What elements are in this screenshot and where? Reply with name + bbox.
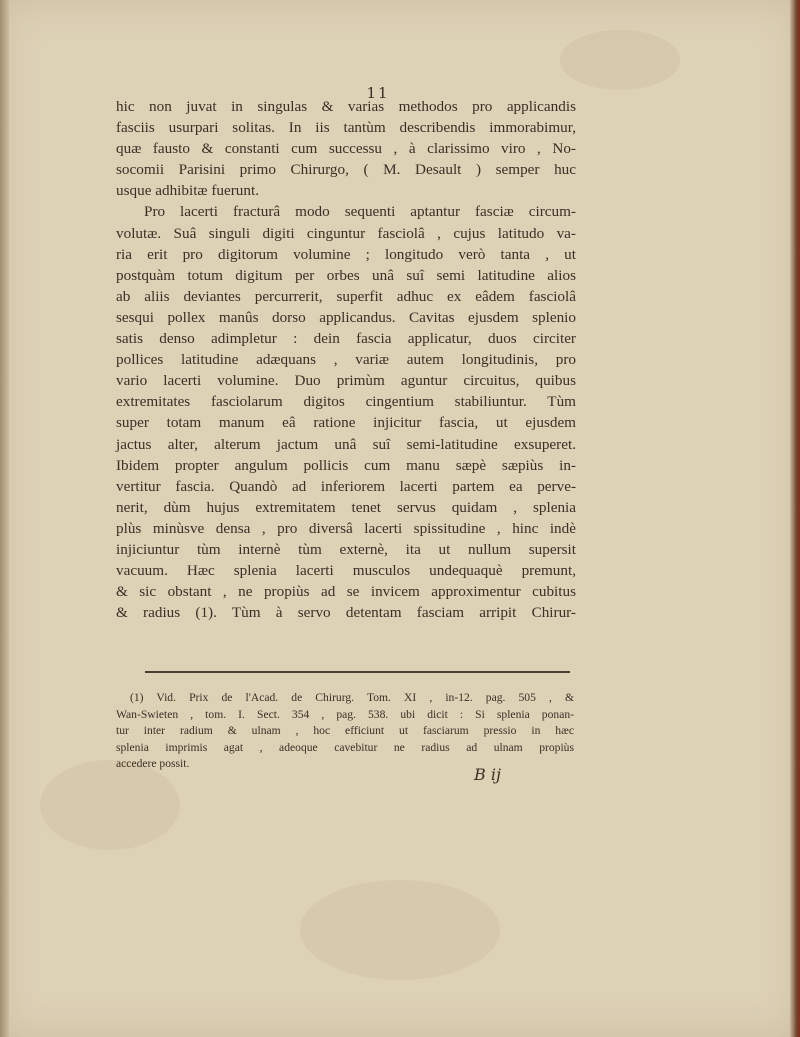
text-line: hic non juvat in singulas & varias methodos pro applicandis	[116, 98, 576, 115]
text-line: jactus alter, alterum jactum unâ suî semi-latitudine exsuperet.	[116, 435, 576, 453]
main-text-block	[116, 96, 576, 623]
footnote-rule	[145, 671, 570, 673]
text-line: & sic obstant , ne propiùs ad se invicem approximentur cubitus	[116, 583, 576, 601]
text-line: postquàm totum digitum per orbes unâ suî semi latitudine alios	[116, 266, 576, 284]
text-line: nerit, dùm hujus extremitatem tenet servus quidam , splenia	[116, 498, 576, 516]
text-line: Ibidem propter angulum pollicis cum manu sæpè sæpiùs in-	[116, 456, 576, 474]
text-line: super totam manum eâ ratione injicitur fascia, ut ejusdem	[116, 414, 576, 432]
binding-edge	[0, 0, 9, 1037]
footnote-block	[116, 690, 574, 773]
footnote-line: tur inter radium & ulnam , hoc efficiunt ut fasciarum pressio in hæc	[116, 724, 574, 737]
text-line: ab aliis deviantes percurrerit, superfit adhuc ex eâdem fasciolâ	[116, 287, 576, 305]
text-line: plùs minùsve densa , pro diversâ lacerti spissitudine , hinc indè	[116, 519, 576, 537]
footnote-line: Wan-Swieten , tom. I. Sect. 354 , pag. 538. ubi dicit : Si splenia ponan-	[116, 707, 574, 721]
text-line: vertitur fascia. Quandò ad inferiorem lacerti partem ea perve-	[116, 477, 576, 495]
text-line: vario lacerti volumine. Duo primùm aguntur circuitus, quibus	[116, 372, 576, 390]
text-line: vacuum. Hæc splenia lacerti musculos undequaquè premunt,	[116, 562, 576, 580]
text-line: quæ fausto & constanti cum successu , à clarissimo viro , No-	[116, 140, 576, 158]
text-line: usque adhibitæ fuerunt.	[116, 182, 259, 200]
text-line: ria erit pro digitorum volumine ; longitudo verò tanta , ut	[116, 245, 576, 263]
footnote-line: (1) Vid. Prix de l'Acad. de Chirurg. Tom. XI , in-12. pag. 505 , &	[130, 691, 574, 704]
paper-stain	[40, 760, 180, 850]
text-line: injiciuntur tùm internè tùm externè, ita ut nullum supersit	[116, 540, 576, 558]
text-line: pollices latitudine adæquans , variæ autem longitudinis, pro	[116, 351, 576, 369]
text-line: Pro lacerti fracturâ modo sequenti aptantur fasciæ circum-	[144, 203, 576, 221]
text-line: volutæ. Suâ singuli digiti cinguntur fasciolâ , cujus latitudo va-	[116, 224, 576, 242]
text-line: sesqui pollex manûs dorso applicandus. Cavitas ejusdem splenio	[116, 308, 576, 326]
paper-stain	[300, 880, 500, 980]
text-line: & radius (1). Tùm à servo detentam fasciam arripit Chirur-	[116, 604, 576, 622]
text-line: fasciis usurpari solitas. In iis tantùm describendis immorabimur,	[116, 119, 576, 137]
page-edge	[790, 0, 800, 1037]
text-line: extremitates fasciolarum digitos cingentium stabiliuntur. Tùm	[116, 393, 576, 411]
page-number: 11	[366, 84, 390, 102]
text-line: socomii Parisini primo Chirurgo, ( M. Desault ) semper huc	[116, 161, 576, 179]
signature-mark: B ij	[474, 765, 501, 784]
text-line: satis denso adimpletur : dein fascia applicatur, duos circiter	[116, 330, 576, 348]
footnote-line: accedere possit.	[116, 757, 190, 770]
paper-stain	[560, 30, 680, 90]
footnote-line: splenia imprimis agat , adeoque cavebitur ne radius ad ulnam propiùs	[116, 740, 574, 754]
